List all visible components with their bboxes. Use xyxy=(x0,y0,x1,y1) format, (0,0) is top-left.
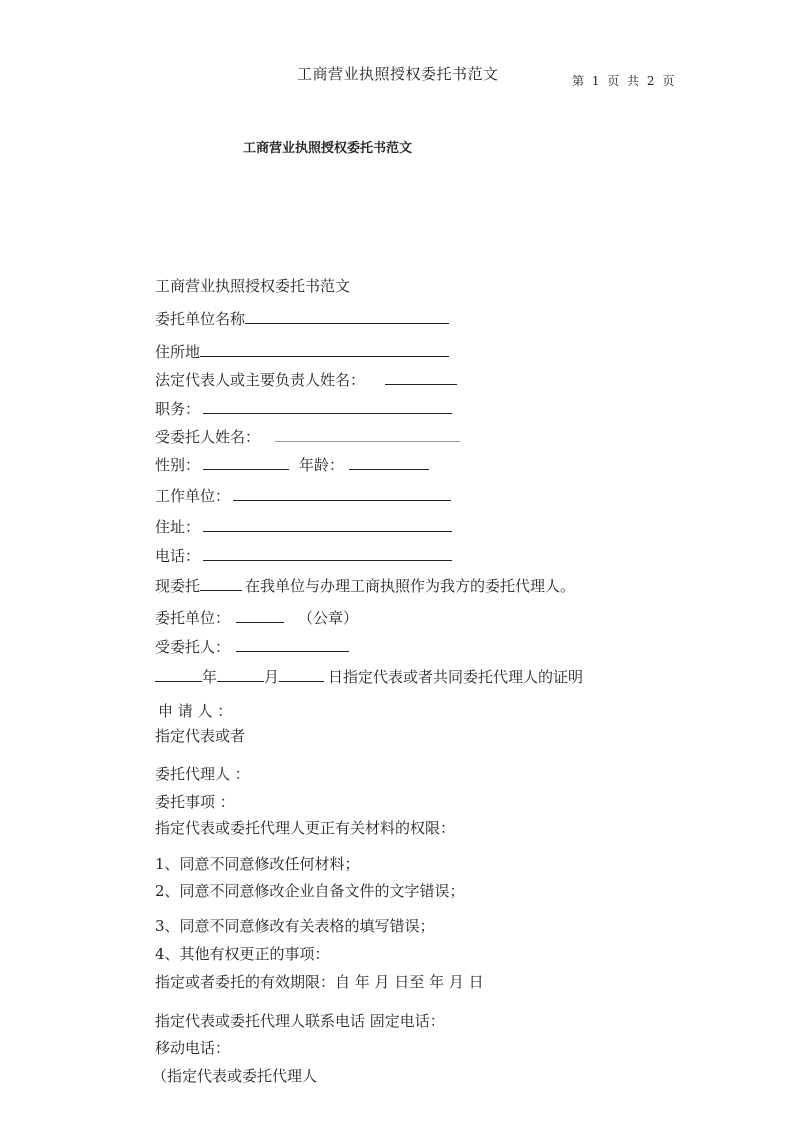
date-suffix: 日指定代表或者共同委托代理人的证明 xyxy=(328,668,584,686)
work-unit-label: 工作单位： xyxy=(155,487,231,505)
phone-blank xyxy=(203,544,452,561)
entrust-agent-blank xyxy=(200,574,242,591)
validity-line: 指定或者委托的有效期限：自 年 月 日至 年 月 日 xyxy=(155,973,484,991)
rights-item-4: 4、其他有权更正的事项： xyxy=(155,945,330,963)
document-title: 工商营业执照授权委托书范文 xyxy=(243,141,413,156)
client-unit-blank xyxy=(236,606,284,623)
applicant-line: 申 请 人 ： xyxy=(158,702,233,720)
age-blank xyxy=(349,453,429,470)
client-name-line xyxy=(155,307,449,329)
agent-line: 委托代理人 ： xyxy=(155,765,250,783)
client-unit-label: 委托单位： xyxy=(155,609,231,627)
position-blank xyxy=(203,397,452,414)
mobile-line: 移动电话： xyxy=(155,1039,231,1057)
date-line xyxy=(155,665,583,687)
rights-item-3: 3、同意不同意修改有关表格的填写错误； xyxy=(155,917,435,935)
matters-line: 委托事项 ： xyxy=(155,793,235,811)
entrust-suffix: 在我单位与办理工商执照作为我方的委托代理人。 xyxy=(245,577,576,595)
contact-line: 指定代表或委托代理人联系电话 固定电话： xyxy=(155,1012,445,1030)
legal-rep-label: 法定代表人或主要负责人姓名： xyxy=(155,371,366,389)
year-label: 年 xyxy=(202,668,218,686)
residence-label: 住址： xyxy=(155,518,201,536)
rights-item-1: 1、同意不同意修改任何材料； xyxy=(155,855,360,873)
month-blank xyxy=(217,665,264,682)
phone-label: 电话： xyxy=(155,547,201,565)
rights-item-2: 2、同意不同意修改企业自备文件的文字错误； xyxy=(155,882,465,900)
residence-blank xyxy=(203,515,452,532)
address-label: 住所地 xyxy=(155,343,201,361)
designated-line: 指定代表或者 xyxy=(155,727,246,745)
running-header-title: 工商营业执照授权委托书范文 xyxy=(297,65,499,83)
month-label: 月 xyxy=(264,668,280,686)
client-name-label: 委托单位名称 xyxy=(155,310,246,328)
gender-age-line xyxy=(155,453,429,475)
gender-blank xyxy=(203,453,289,470)
signature-line: （指定代表或委托代理人 xyxy=(152,1067,318,1085)
client-unit-line xyxy=(155,606,358,628)
address-line xyxy=(155,340,449,362)
address-blank xyxy=(200,340,449,357)
day-blank xyxy=(279,665,324,682)
legal-rep-blank xyxy=(385,368,457,385)
residence-line xyxy=(155,515,452,537)
phone-line xyxy=(155,544,452,566)
position-line xyxy=(155,397,452,419)
intro-line: 工商营业执照授权委托书范文 xyxy=(155,277,351,295)
page-indicator: 第 1 页 共 2 页 xyxy=(572,74,675,88)
trustee-blank xyxy=(236,635,349,652)
agent-name-blank xyxy=(275,425,460,442)
position-label: 职务： xyxy=(155,400,201,418)
age-label: 年龄： xyxy=(299,456,345,474)
work-unit-blank xyxy=(233,484,451,501)
entrust-line xyxy=(155,574,575,596)
agent-name-label: 受委托人姓名： xyxy=(155,428,261,446)
rights-intro-line: 指定代表或委托代理人更正有关材料的权限： xyxy=(155,819,456,837)
work-unit-line xyxy=(155,484,451,506)
legal-rep-line xyxy=(155,368,457,390)
trustee-line xyxy=(155,635,349,657)
entrust-prefix: 现委托 xyxy=(155,577,201,595)
trustee-label: 受委托人： xyxy=(155,638,231,656)
year-blank xyxy=(155,665,202,682)
agent-name-line xyxy=(155,425,460,447)
seal-label: （公章） xyxy=(298,609,359,627)
client-name-blank xyxy=(245,307,449,324)
gender-label: 性别： xyxy=(155,456,201,474)
